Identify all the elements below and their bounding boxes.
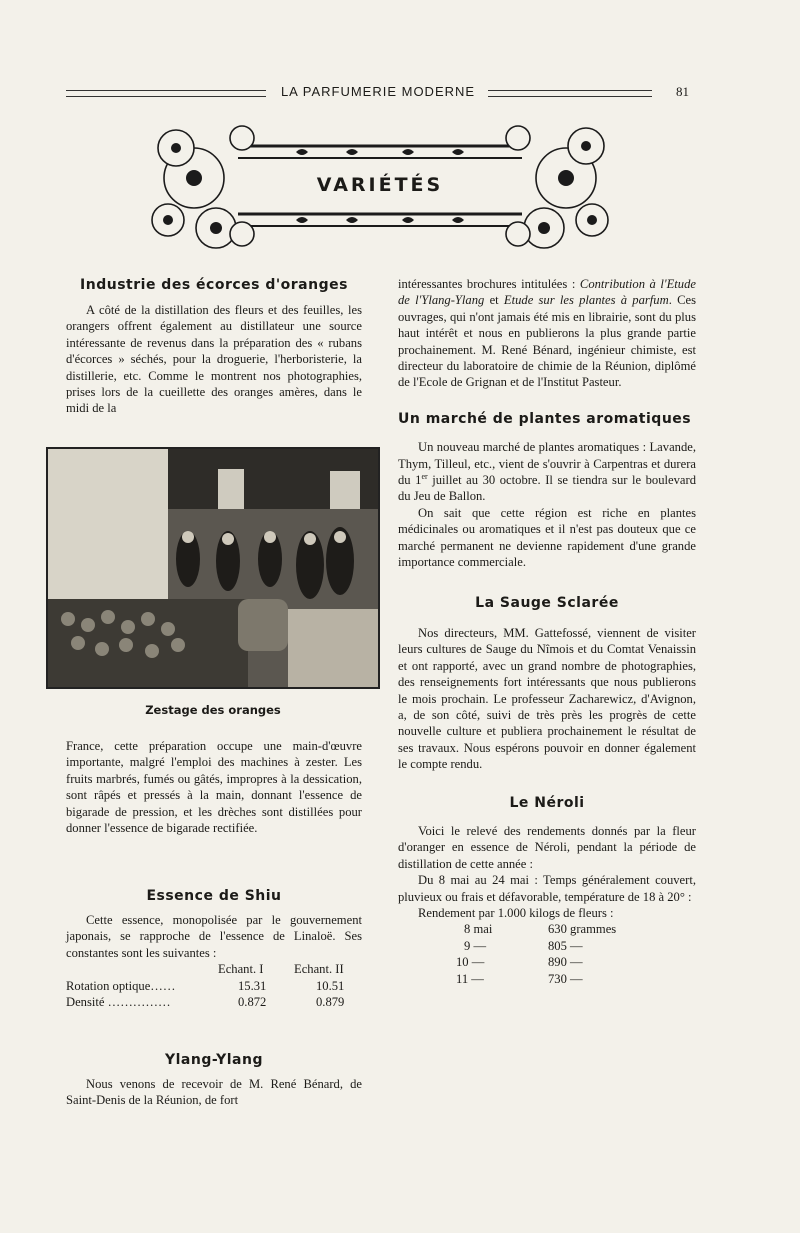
journal-title: LA PARFUMERIE MODERNE	[280, 84, 476, 99]
ecorces-text-1	[66, 302, 362, 417]
shiu-row-v1: 0.872	[238, 995, 267, 1009]
neroli-paragraph-3: Rendement par 1.000 kilogs de fleurs :	[418, 906, 614, 920]
ylang-paragraph-start: Nous venons de recevoir de M. René Bénard, de Saint-Denis de la Réunion, de fort	[66, 1077, 362, 1108]
ecorces-paragraph-2: France, cette préparation occupe une main-d'œuvre importante, malgré l'emploi des machines à zester. Les fruits marbrés, fumés ou gâtés, impropres à la dessication, sont râpés et pressés à la main, donnant l'essence de bigarade de pression, et les drèches sont distillées pour donner l'essence de bigarade rectifiée.	[66, 739, 362, 836]
shiu-row-v2: 0.879	[316, 995, 345, 1009]
neroli-row	[398, 921, 696, 937]
neroli-paragraph-2: Du 8 mai au 24 mai : Temps généralement couvert, pluvieux ou frais et défavorable, température de 18 à 20° :	[398, 873, 696, 904]
neroli-row	[398, 971, 696, 987]
marche-sup: er	[421, 471, 428, 481]
header-rule-right	[488, 90, 652, 97]
heading-sauge: La Sauge Sclarée	[475, 594, 619, 611]
heading-ecorces: Industrie des écorces d'oranges	[80, 277, 348, 293]
shiu-table-header	[66, 961, 362, 977]
neroli-row	[398, 938, 696, 954]
neroli-day: 10 —	[456, 955, 485, 970]
ylang-text-start	[66, 1076, 362, 1109]
ecorces-paragraph-1: A côté de la distillation des fleurs et des feuilles, les orangers offrent également au distillateur une source intéressante de revenus dans la préparation des « rubans d'écorces » séchés, pour la droguerie, l'herboristerie, la distillerie, etc. Comme le montrent nos photographies, prises lors de la cueillette des oranges amères, dans le midi de la	[66, 303, 362, 416]
neroli-yield: 730 —	[548, 971, 583, 986]
neroli-yield: 630 grammes	[548, 922, 617, 937]
shiu-text	[66, 912, 362, 1010]
shiu-row-label: Rotation optique……	[66, 978, 176, 993]
ylang-title-2: Etude sur les plantes à parfum	[503, 293, 669, 308]
ylang-text-b: et	[484, 293, 504, 308]
heading-ylang: Ylang-Ylang	[165, 1052, 263, 1068]
header-rule-left	[66, 90, 266, 97]
ylang-title-1: Contribution à l'Etude de l'Ylang-Ylang	[398, 277, 696, 308]
page-number: 81	[676, 84, 689, 99]
shiu-row-v2: 10.51	[316, 978, 345, 993]
photo-caption: Zestage des oranges	[145, 703, 281, 717]
heading-neroli: Le Néroli	[509, 794, 585, 811]
neroli-day: 9 —	[464, 938, 487, 953]
shiu-col-1: Echant. I	[218, 962, 264, 977]
varietes-banner	[146, 118, 614, 264]
neroli-day: 11 —	[456, 971, 484, 986]
marche-paragraph-2: On sait que cette région est riche en plantes médicinales ou aromatiques et il n'est pas douteux que ce marché permanent ne devienne rapidement d'une grande importance commerciale.	[398, 505, 696, 570]
neroli-paragraph-1: Voici le relevé des rendements donnés par la fleur d'oranger en essence de Néroli, pendant la période de distillation de cette année :	[398, 823, 696, 871]
ylang-text-a: intéressantes brochures intitulées :	[398, 277, 580, 291]
marche-text-a: Un nouveau marché de plantes aromatiques : Lavande, Thym, Tilleul, etc., vient de s'ouvrir à Carpentras et durera du 1	[398, 440, 696, 488]
neroli-yield: 890 —	[548, 955, 583, 970]
ecorces-text-2	[66, 738, 362, 836]
heading-marche: Un marché de plantes aromatiques	[398, 410, 692, 427]
running-header	[66, 84, 690, 104]
neroli-row	[398, 954, 696, 970]
shiu-row-densite	[66, 994, 362, 1010]
photo-zestage	[46, 447, 380, 689]
marche-text-b: juillet au 30 octobre. Il se tiendra sur le boulevard du Jeu de Ballon.	[398, 473, 696, 504]
shiu-row-label: Densité ……………	[66, 995, 171, 1009]
ylang-paragraph-cont	[398, 276, 696, 391]
right-column	[398, 276, 696, 987]
neroli-yield: 805 —	[548, 938, 583, 953]
shiu-row-rotation	[66, 978, 362, 994]
neroli-day: 8 mai	[464, 922, 493, 937]
ylang-text-c: . Ces ouvrages, qui n'ont jamais été mis en librairie, sont du plus haut intérêt et nous en publierons la plus grande partie prochainement. M. René Bénard, ingénieur chimiste, est directeur du laboratoire de chimie de la Réunion, diplômé de l'Ecole de Grignan et de l'Institut Pasteur.	[398, 293, 696, 390]
shiu-row-v1: 15.31	[238, 978, 267, 993]
banner-title: VARIÉTÉS	[316, 174, 444, 196]
shiu-col-2: Echant. II	[294, 962, 344, 977]
sauge-paragraph: Nos directeurs, MM. Gattefossé, viennent de visiter leurs cultures de Sauge du Nîmois et du Comtat Venaissin et ont rapporté, avec un grand nombre de photographies, des renseignements fort intéressants que nous publierons le mois prochain. Le professeur Zacharewicz, d'Avignon, a, de son côté, suivi de très près les progrès de cette nouvelle culture et publiera prochainement le résultat de ses travaux. Nous espérons pouvoir en donner également le compte rendu.	[398, 625, 696, 772]
photo-image	[48, 449, 378, 687]
heading-shiu: Essence de Shiu	[146, 888, 282, 904]
marche-paragraph-1	[398, 439, 696, 505]
shiu-paragraph: Cette essence, monopolisée par le gouvernement japonais, se rapproche de l'essence de Linaloë. Ses constantes sont les suivantes :	[66, 913, 362, 960]
